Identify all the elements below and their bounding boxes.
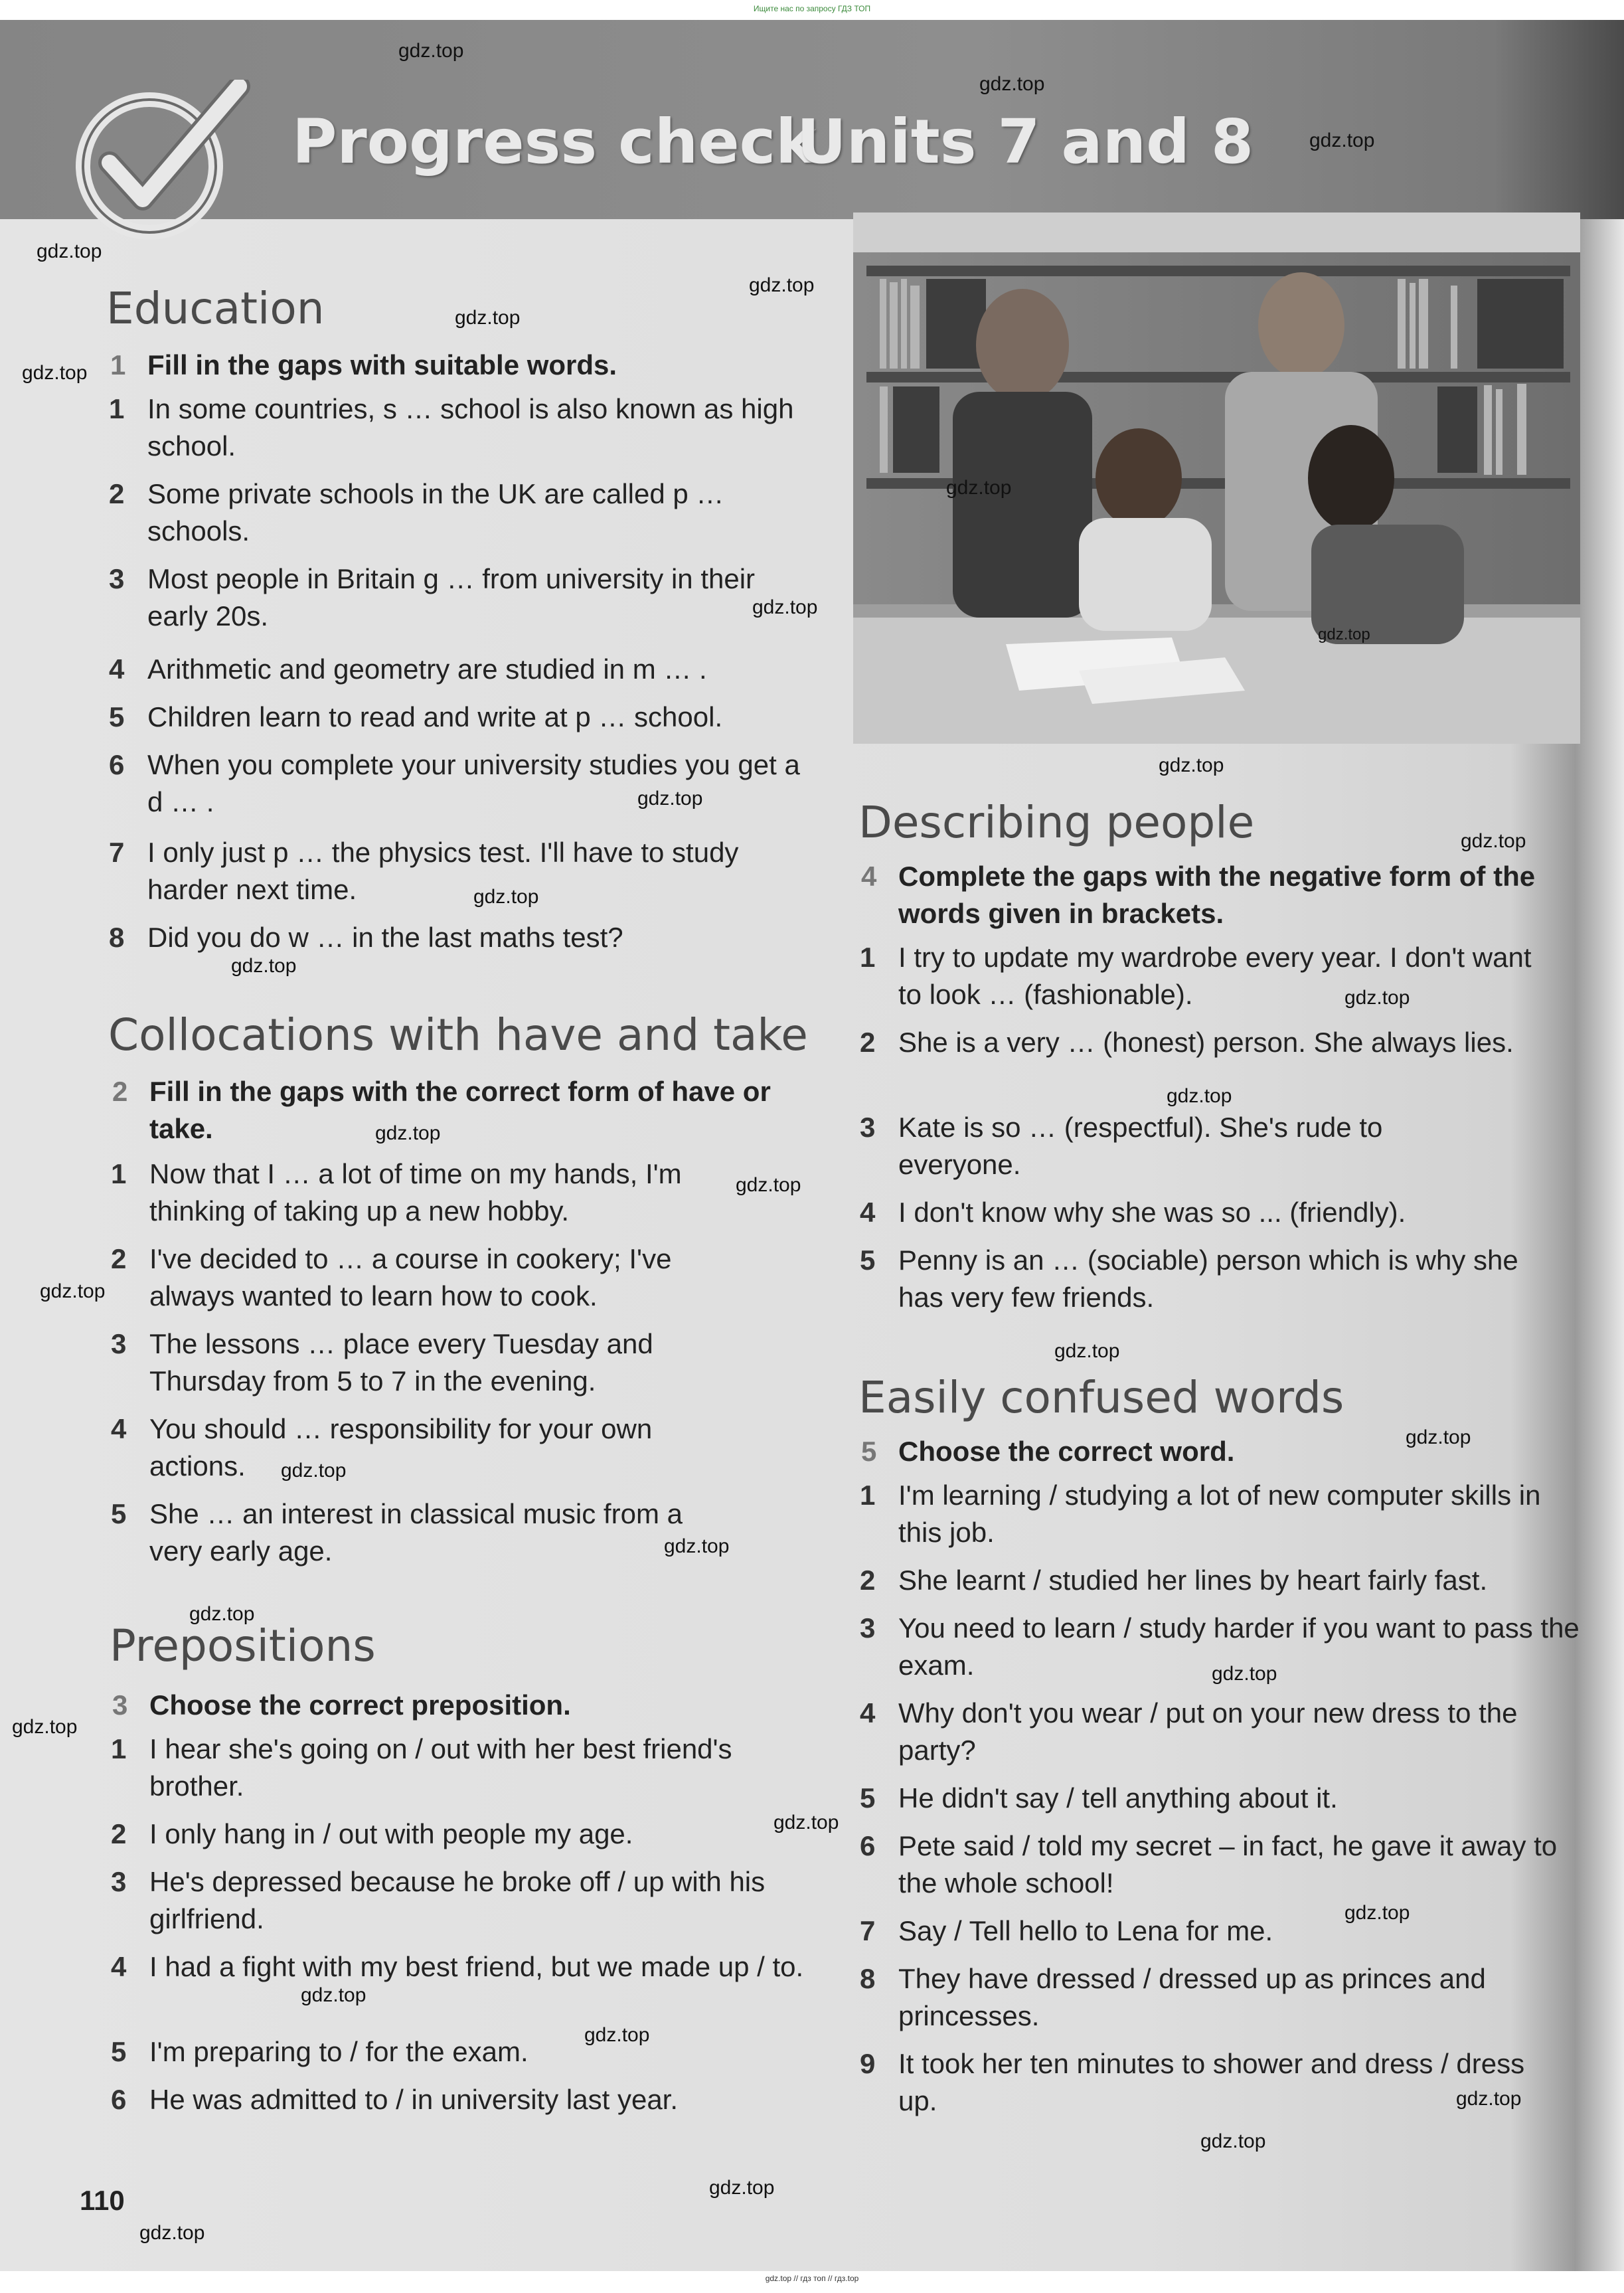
instruction-number: 5 <box>861 1436 877 1467</box>
list-item <box>860 939 1536 1013</box>
item-text: Children learn to read and write at p … school. <box>147 701 723 732</box>
watermark: gdz.top <box>22 362 88 384</box>
item-text: Say / Tell hello to Lena for me. <box>898 1915 1273 1946</box>
item-number: 3 <box>111 1328 127 1359</box>
watermark: gdz.top <box>637 788 703 809</box>
list-item <box>111 1816 813 1853</box>
item-number: 8 <box>860 1963 876 1994</box>
list-item <box>860 1960 1562 2035</box>
watermark: gdz.top <box>709 2177 775 2199</box>
item-number: 7 <box>860 1915 876 1946</box>
list-item <box>109 390 811 465</box>
instruction-text: Complete the gaps with the negative form of the words given in brackets. <box>898 861 1536 929</box>
item-text: Arithmetic and geometry are studied in m … . <box>147 653 707 685</box>
education-instruction <box>110 347 811 384</box>
item-text: In some countries, s … school is also known as high school. <box>147 393 794 462</box>
item-text: I only hang in / out with people my age. <box>149 1818 633 1849</box>
instruction-text: Fill in the gaps with suitable words. <box>147 349 617 381</box>
item-text: I hear she's going on / out with her best friend's brother. <box>149 1733 732 1802</box>
item-number: 6 <box>860 1830 876 1861</box>
item-text: She learnt / studied her lines by heart fairly fast. <box>898 1565 1488 1596</box>
list-item <box>111 1410 720 1485</box>
item-number: 3 <box>860 1612 876 1644</box>
watermark: gdz.top <box>1344 1902 1410 1924</box>
item-number: 4 <box>860 1197 876 1228</box>
item-number: 1 <box>111 1733 127 1764</box>
heading-easily-confused-words: Easily confused words <box>858 1372 1344 1423</box>
item-text: It took her ten minutes to shower and dress / dress up. <box>898 2048 1525 2116</box>
heading-prepositions: Prepositions <box>110 1620 376 1671</box>
item-number: 1 <box>860 1480 876 1511</box>
watermark: gdz.top <box>1212 1663 1277 1685</box>
watermark: gdz.top <box>1309 129 1375 151</box>
watermark: gdz.top <box>398 40 464 62</box>
watermark: gdz.top <box>231 955 297 977</box>
watermark: gdz.top <box>1406 1426 1471 1448</box>
watermark: gdz.top <box>1159 754 1224 776</box>
list-item <box>860 1242 1536 1316</box>
item-text: Now that I … a lot of time on my hands, I'm thinking of taking up a new hobby. <box>149 1158 682 1227</box>
watermark: gdz.top <box>584 2024 650 2046</box>
item-number: 6 <box>111 2084 127 2115</box>
list-item <box>111 1731 734 1805</box>
item-number: 2 <box>111 1818 127 1849</box>
item-text: I only just p … the physics test. I'll have to study harder next time. <box>147 837 739 905</box>
watermark: gdz.top <box>375 1122 441 1144</box>
list-item <box>111 1495 720 1570</box>
item-number: 3 <box>109 563 125 594</box>
list-item <box>860 1827 1562 1902</box>
item-text: Most people in Britain g … from university in their early 20s. <box>147 563 756 632</box>
watermark: gdz.top <box>979 73 1045 95</box>
list-item <box>111 1240 720 1315</box>
watermark: gdz.top <box>473 886 539 908</box>
item-number: 4 <box>111 1951 127 1982</box>
item-text: Did you do w … in the last maths test? <box>147 922 623 953</box>
describing-instruction <box>861 858 1549 932</box>
item-number: 9 <box>860 2048 876 2079</box>
instruction-number: 4 <box>861 861 877 892</box>
list-item <box>109 560 811 635</box>
item-number: 5 <box>111 1498 127 1529</box>
prepositions-instruction <box>112 1687 800 1724</box>
heading-describing-people: Describing people <box>858 797 1255 848</box>
item-text: The lessons … place every Tuesday and Thursday from 5 to 7 in the evening. <box>149 1328 653 1397</box>
watermark: gdz.top <box>752 596 818 618</box>
title-units: Units 7 and 8 <box>797 106 1254 177</box>
watermark: gdz.top <box>37 240 102 262</box>
list-item <box>860 1912 1589 1950</box>
item-number: 1 <box>109 393 125 424</box>
item-number: 3 <box>111 1866 127 1897</box>
item-number: 1 <box>860 942 876 973</box>
list-item <box>111 1863 813 1938</box>
list-item <box>860 1109 1496 1183</box>
top-note: Ищите нас по запросу ГДЗ ТОП <box>753 4 871 13</box>
list-item <box>860 1477 1562 1551</box>
watermark: gdz.top <box>1456 2088 1522 2110</box>
item-text: I've decided to … a course in cookery; I've always wanted to learn how to cook. <box>149 1243 672 1312</box>
item-number: 7 <box>109 837 125 868</box>
item-number: 2 <box>109 478 125 509</box>
item-text: You need to learn / study harder if you want to pass the exam. <box>898 1612 1580 1681</box>
watermark: gdz.top <box>1344 987 1410 1009</box>
item-text: He didn't say / tell anything about it. <box>898 1782 1338 1814</box>
watermark: gdz.top <box>301 1984 366 2006</box>
list-item <box>860 1780 1589 1817</box>
item-number: 8 <box>109 922 125 953</box>
instruction-number: 2 <box>112 1076 128 1107</box>
item-text: Penny is an … (sociable) person which is why she has very few friends. <box>898 1244 1518 1313</box>
item-text: Kate is so … (respectful). She's rude to everyone. <box>898 1112 1383 1180</box>
watermark: gdz.top <box>773 1812 839 1833</box>
list-item <box>109 651 811 688</box>
item-number: 2 <box>111 1243 127 1274</box>
item-text: When you complete your university studies you get a d … . <box>147 749 800 817</box>
item-text: Some private schools in the UK are called p … schools. <box>147 478 724 547</box>
item-number: 5 <box>860 1782 876 1814</box>
instruction-number: 3 <box>112 1689 128 1721</box>
list-item <box>860 2045 1536 2120</box>
watermark: gdz.top <box>12 1716 78 1738</box>
watermark: gdz.top <box>1200 2130 1266 2152</box>
item-number: 4 <box>111 1413 127 1444</box>
item-number: 4 <box>109 653 125 685</box>
item-number: 2 <box>860 1565 876 1596</box>
list-item <box>111 1155 720 1230</box>
item-number: 1 <box>111 1158 127 1189</box>
heading-collocations: Collocations with have and take <box>108 1009 808 1061</box>
item-text: I don't know why she was so ... (friendly). <box>898 1197 1406 1228</box>
list-item <box>111 1325 720 1400</box>
item-number: 5 <box>109 701 125 732</box>
item-text: I try to update my wardrobe every year. I don't want to look … (fashionable). <box>898 942 1532 1010</box>
list-item <box>109 699 811 736</box>
watermark: gdz.top <box>664 1535 730 1557</box>
title-progress-check: Progress check <box>292 106 817 177</box>
watermark: gdz.top <box>455 307 521 329</box>
list-item <box>109 919 811 956</box>
watermark: gdz.top <box>1167 1085 1232 1107</box>
watermark: gdz.top <box>1054 1340 1120 1362</box>
item-number: 3 <box>860 1112 876 1143</box>
item-text: Pete said / told my secret – in fact, he gave it away to the whole school! <box>898 1830 1558 1899</box>
instruction-text: Choose the correct preposition. <box>149 1689 571 1721</box>
item-text: He was admitted to / in university last year. <box>149 2084 679 2115</box>
instruction-text: Fill in the gaps with the correct form of have or take. <box>149 1076 771 1144</box>
item-text: I'm preparing to / for the exam. <box>149 2036 528 2067</box>
list-item <box>860 1695 1589 1769</box>
watermark: gdz.top <box>139 2222 205 2244</box>
collocations-instruction <box>112 1073 800 1147</box>
instruction-number: 1 <box>110 349 126 381</box>
watermark: gdz.top <box>736 1174 801 1196</box>
page-number: 110 <box>80 2185 125 2216</box>
heading-education: Education <box>106 283 325 334</box>
list-item <box>860 1194 1536 1231</box>
list-item <box>111 2081 813 2118</box>
watermark: gdz.top <box>281 1460 347 1482</box>
watermark: gdz.top <box>1461 830 1526 852</box>
item-text: Why don't you wear / put on your new dress to the party? <box>898 1697 1518 1766</box>
list-item <box>860 1024 1536 1061</box>
item-text: I'm learning / studying a lot of new computer skills in this job. <box>898 1480 1541 1548</box>
item-text: You should … responsibility for your own actions. <box>149 1413 653 1482</box>
watermark: gdz.top <box>749 274 815 296</box>
item-number: 5 <box>111 2036 127 2067</box>
item-text: I had a fight with my best friend, but we made up / to. <box>149 1951 804 1982</box>
list-item <box>109 475 811 550</box>
checkmark-logo-icon <box>73 80 252 246</box>
item-text: She … an interest in classical music from a very early age. <box>149 1498 683 1567</box>
list-item <box>860 1562 1589 1599</box>
watermark: gdz.top <box>946 477 1012 499</box>
list-item <box>111 1948 813 1986</box>
item-text: She is a very … (honest) person. She always lies. <box>898 1027 1514 1058</box>
item-text: They have dressed / dressed up as princes and princesses. <box>898 1963 1486 2031</box>
item-number: 2 <box>860 1027 876 1058</box>
instruction-text: Choose the correct word. <box>898 1436 1235 1467</box>
watermark: gdz.top <box>40 1280 106 1302</box>
bottom-note: gdz.top // гдз топ // гдз.top <box>765 2274 859 2283</box>
watermark: gdz.top <box>1318 626 1370 643</box>
list-item <box>111 2033 813 2071</box>
item-text: He's depressed because he broke off / up with his girlfriend. <box>149 1866 766 1934</box>
watermark: gdz.top <box>189 1603 255 1625</box>
item-number: 5 <box>860 1244 876 1276</box>
item-number: 4 <box>860 1697 876 1729</box>
list-item <box>109 746 811 821</box>
item-number: 6 <box>109 749 125 780</box>
